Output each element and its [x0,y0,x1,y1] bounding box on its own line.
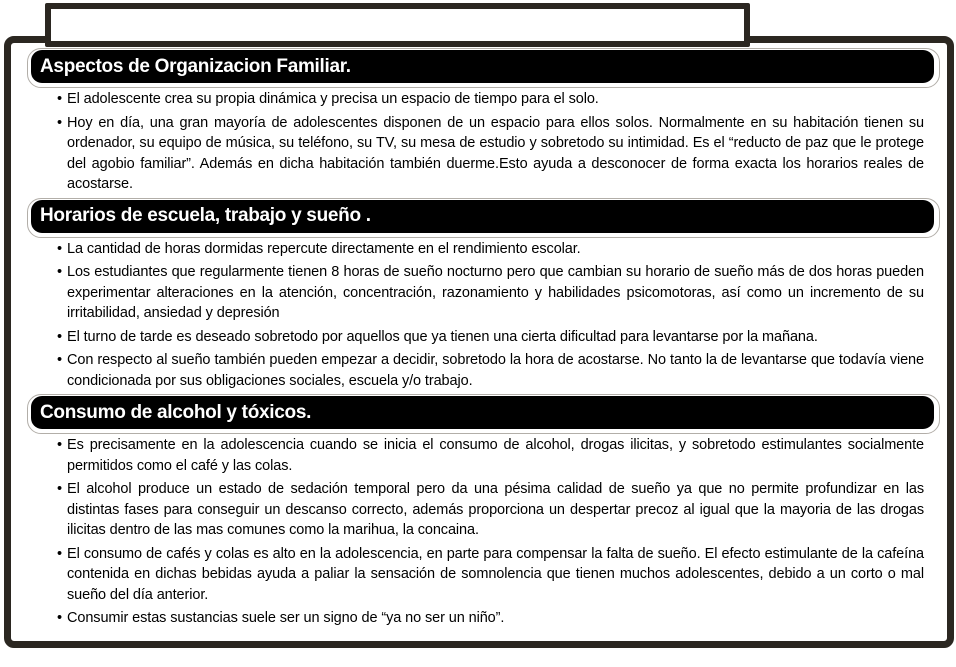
bullet-marker: • [57,264,62,280]
section-alcohol-toxicos [31,396,934,629]
frame-content [11,43,947,629]
bullet-item [57,479,924,541]
bullet-marker: • [57,610,62,626]
bullet-text: Los estudiantes que regularmente tienen 8 horas de sueño nocturno pero que cambian su horario de sueño más de dos horas pueden experimentar alteraciones en la atención, concentración, razonamiento y habilidades psicomotoras, así como un incremento de su irritabilidad, ansiedad y depresión [67,264,924,321]
bullet-text: Es precisamente en la adolescencia cuando se inicia el consumo de alcohol, drogas ilicitas, y sobretodo estimulantes socialmente permitidos como el café y las colas. [67,437,924,474]
bullet-text: La cantidad de horas dormidas repercute directamente en el rendimiento escolar. [67,240,581,257]
bullet-item [57,608,924,629]
section-heading: Aspectos de Organizacion Familiar. [40,55,351,77]
bullet-item [57,350,924,391]
section-heading-bar [31,396,934,429]
section-heading-bar [31,50,934,83]
bullet-text: Consumir estas sustancias suele ser un signo de “ya no ser un niño”. [67,610,505,626]
section-organizacion-familiar [31,50,934,195]
bullet-marker: • [57,91,62,107]
bullet-item [57,435,924,476]
bullet-text: El adolescente crea su propia dinámica y precisa un espacio de tiempo para el solo. [67,91,599,107]
bullet-text: El consumo de cafés y colas es alto en la adolescencia, en parte para compensar la falta de sueño. El efecto estimulante de la cafeína contenida en dichas bebidas ayuda a paliar la sensación de somnolencia que tienen muchos adolescentes, debido a un corto o mal sueño del día anterior. [67,545,924,603]
bullet-text: Con respecto al sueño también pueden empezar a decidir, sobretodo la hora de acostarse. No tanto la de levantarse que todavía viene condicionada por sus obligaciones sociales, escuela y/o trabajo. [67,352,924,389]
bullet-marker: • [57,114,62,131]
bullet-text: El alcohol produce un estado de sedación temporal pero da una pésima calidad de sueño ya que no permite profundizar en las distintas fases para conseguir un descanso correcto, además proporciona un despertar precoz al igual que la mayoria de las drogas ilicitas dentro de las mas comunes como la marihua, la concaina. [67,481,924,538]
bullet-marker: • [57,545,62,562]
bullet-item [57,113,924,195]
section-heading-bar [31,200,934,233]
section-heading: Horarios de escuela, trabajo y sueño . [40,205,371,226]
content-frame [4,36,954,648]
bullet-marker: • [57,437,62,453]
bullet-item [57,544,924,606]
bullet-item [57,262,924,324]
bullet-marker: • [57,352,62,368]
section-heading: Consumo de alcohol y tóxicos. [40,401,312,423]
section-horarios [31,200,934,392]
bullet-marker: • [57,240,62,257]
bullet-item [57,239,924,260]
bullet-list [57,239,924,392]
bullet-list [57,435,924,629]
bullet-marker: • [57,481,62,497]
bullet-text: Hoy en día, una gran mayoría de adolescentes disponen de un espacio para ellos solos. Normalmente en su habitación tienen su ordenador, su equipo de música, su teléfono, su TV, su mesa de estudio y sobretodo su intimidad. Es el “reducto de paz que le protege del agobio familiar”. Además en dicha habitación también duerme.Esto ayuda a desconocer de forma exacta los horarios reales de acostarse. [67,114,924,192]
bullet-text: El turno de tarde es deseado sobretodo por aquellos que ya tienen una cierta dificultad para levantarse por la mañana. [67,328,818,345]
bullet-list [57,89,924,195]
bullet-item [57,327,924,348]
bullet-item [57,89,924,110]
title-box [45,3,750,47]
bullet-marker: • [57,328,62,345]
